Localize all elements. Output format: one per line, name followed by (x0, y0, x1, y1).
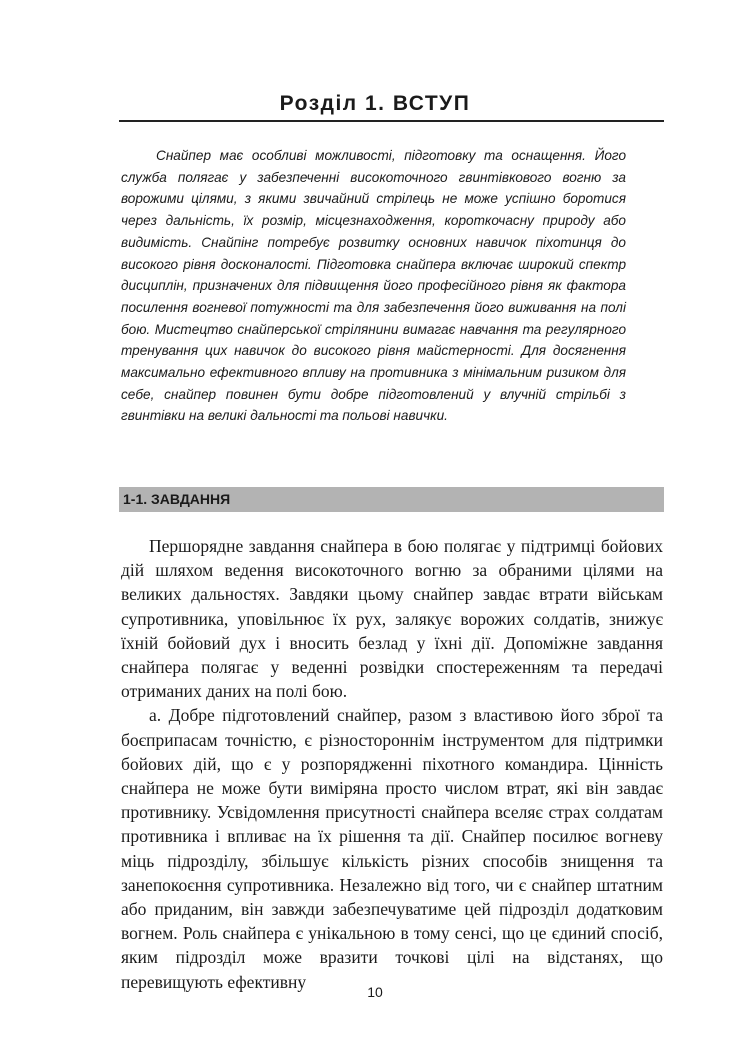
body-paragraph: а. Добре підготовлений снайпер, разом з властивою його зброї та боєприпасам точністю, є різностороннім інструментом для підтримки бойових дій, що є у розпорядженні піхотного командира. Цінність снайпера не може бути виміряна просто числом втрат, які він завдає противнику. Усвідомлення присутності снайпера вселяє страх солдатам противника і впливає на їх рішення та дії. Снайпер посилює вогневу міць підрозділу, збільшує кількість різних способів знищення та занепокоєння супротивника. Незалежно від того, чи є снайпер штатним або приданим, він завжди забезпечуватиме цей підрозділ додатковим вогнем. Роль снайпера є унікальною в тому сенсі, що це єдиний спосіб, яким підрозділ може вразити точкові цілі на відстанях, що перевищують ефективну (121, 705, 663, 992)
section-body (121, 534, 663, 994)
intro-paragraph: Снайпер має особливі можливості, підготовку та оснащення. Його служба полягає у забезпеченні високоточного гвинтівкового вогню за ворожими цілями, з якими звичайний стрілець не може успішно боротися через дальність, їх розмір, місцезнаходження, короткочасну природу або видимість. Снайпінг потребує розвитку основних навичок піхотинця до високого рівня досконалості. Підготовка снайпера включає широкий спектр дисциплін, призначених для підвищення його професійного рівня як фактора посилення вогневої потужності та для забезпечення його виживання на полі бою. Мистецтво снайперської стрілянини вимагає навчання та регулярного тренування цих навичок до високого рівня майстерності. Для досягнення максимально ефективного впливу на противника з мінімальним ризиком для себе, снайпер повинен бути добре підготовлений у влучній стрільбі з гвинтівки на великі дальності та польові навички. (121, 148, 626, 424)
section-title: 1-1. ЗАВДАННЯ (123, 491, 231, 507)
chapter-title: Розділ 1. ВСТУП (279, 92, 471, 115)
body-paragraph: Першорядне завдання снайпера в бою полягає у підтримці бойових дій шляхом ведення високоточного вогню за обраними цілями на великих дальностях. Завдяки цьому снайпер завдає втрати військам супротивника, уповільнює їх рух, залякує ворожих солдатів, знижує їхній бойовий дух і вносить безлад у їхні дії. Допоміжне завдання снайпера полягає у веденні розвідки спостереженням та передачі отриманих даних на полі бою. (121, 536, 663, 702)
title-underline (119, 120, 664, 122)
page-number: 10 (367, 984, 383, 1000)
